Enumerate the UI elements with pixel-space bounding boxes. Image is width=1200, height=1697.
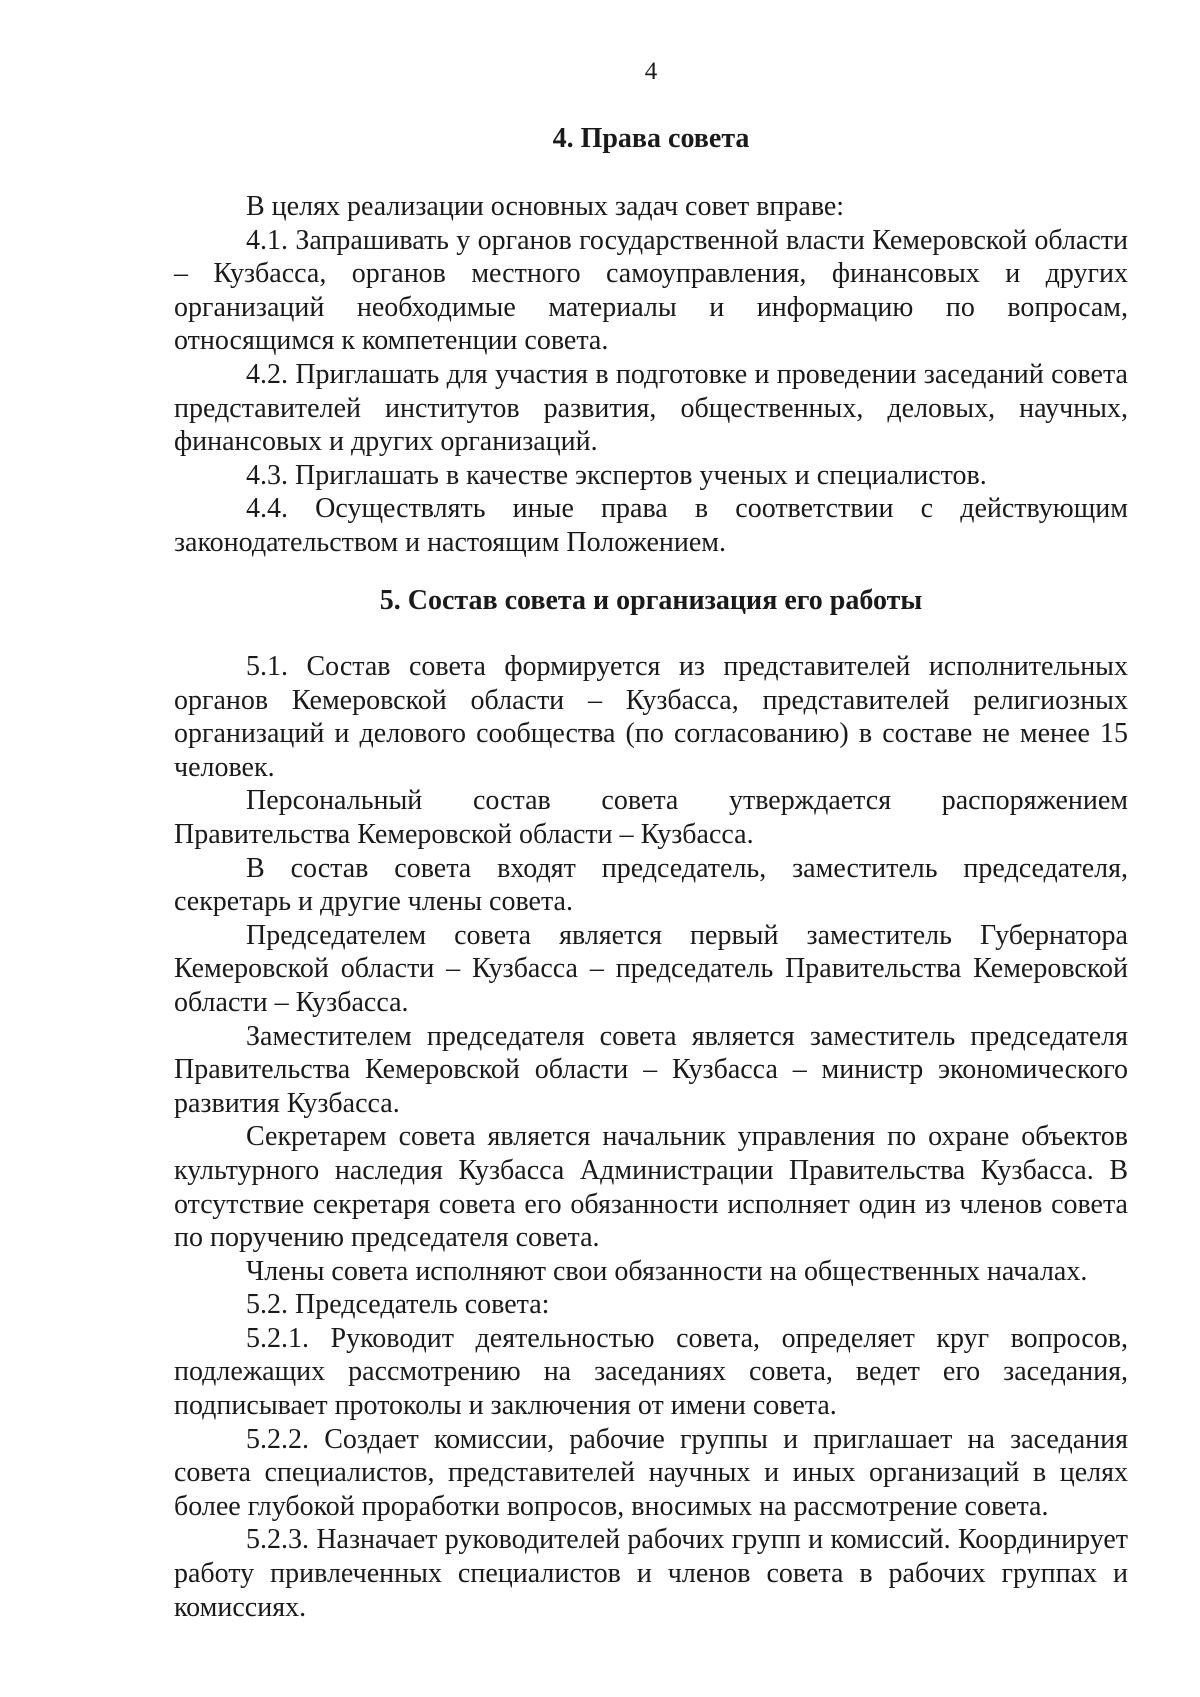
paragraph-secretary: Секретарем совета является начальник управления по охране объектов культурного наследия Кузбасса Администрации Правительства Кузбасса. В отсутствие секретаря совета его обязанности исполняет один из членов совета по поручению председателя совета. <box>174 1121 1128 1254</box>
paragraph-members-duties: Члены совета исполняют свои обязанности на общественных началах. <box>246 1255 1088 1287</box>
paragraph-chairman: Председателем совета является первый заместитель Губернатора Кемеровской области – Кузбасса – председатель Правительства Кемеровской области – Кузбасса. <box>174 919 1128 1018</box>
paragraph-council-members: В состав совета входят председатель, заместитель председателя, секретарь и другие члены совета. <box>174 852 1128 918</box>
paragraph-4-4: 4.4. Осуществлять иные права в соответствии с действующим законодательством и настоящим Положением. <box>174 493 1128 558</box>
paragraph-4-3: 4.3. Приглашать в качестве экспертов ученых и специалистов. <box>246 459 987 491</box>
paragraph-5-1: 5.1. Состав совета формируется из представителей исполнительных органов Кемеровской области – Кузбасса, представителей религиозных организаций и делового сообщества (по согласованию) в составе не менее 15 человек. <box>174 651 1128 783</box>
section-4-heading: 4. Права совета <box>552 123 750 154</box>
paragraph-personal-composition: Персональный состав совета утверждается распоряжением Правительства Кемеровской области – Кузбасса. <box>174 785 1128 850</box>
paragraph-5-2-3: 5.2.3. Назначает руководителей рабочих групп и комиссий. Координирует работу привлеченных специалистов и членов совета в рабочих группах и комиссиях. <box>174 1524 1128 1623</box>
paragraph-4-1: 4.1. Запрашивать у органов государственной власти Кемеровской области – Кузбасса, органов местного самоуправления, финансовых и других организаций необходимые материалы и информацию по вопросам, относящимся к компетенции совета. <box>174 224 1128 357</box>
paragraph-5-2-2: 5.2.2. Создает комиссии, рабочие группы и приглашает на заседания совета специалистов, представителей научных и иных организаций в целях более глубокой проработки вопросов, вносимых на рассмотрение совета. <box>174 1423 1128 1522</box>
paragraph-4-2: 4.2. Приглашать для участия в подготовке и проведении заседаний совета представителей институтов развития, общественных, деловых, научных, финансовых и других организаций. <box>174 358 1128 458</box>
paragraph-5-2-1: 5.2.1. Руководит деятельностью совета, определяет круг вопросов, подлежащих рассмотрению на заседаниях совета, ведет его заседания, подписывает протоколы и заключения от имени совета. <box>174 1322 1128 1422</box>
paragraph-5-2: 5.2. Председатель совета: <box>246 1289 550 1321</box>
section-5-heading: 5. Состав совета и организация его работы <box>379 585 923 616</box>
section-5-body <box>174 650 1128 1624</box>
paragraph-intro: В целях реализации основных задач совет вправе: <box>246 191 845 222</box>
section-4-body <box>174 190 1128 560</box>
paragraph-deputy-chairman: Заместителем председателя совета является заместитель председателя Правительства Кемеровской области – Кузбасса – министр экономического развития Кузбасса. <box>174 1020 1128 1119</box>
page-number: 4 <box>644 58 658 85</box>
